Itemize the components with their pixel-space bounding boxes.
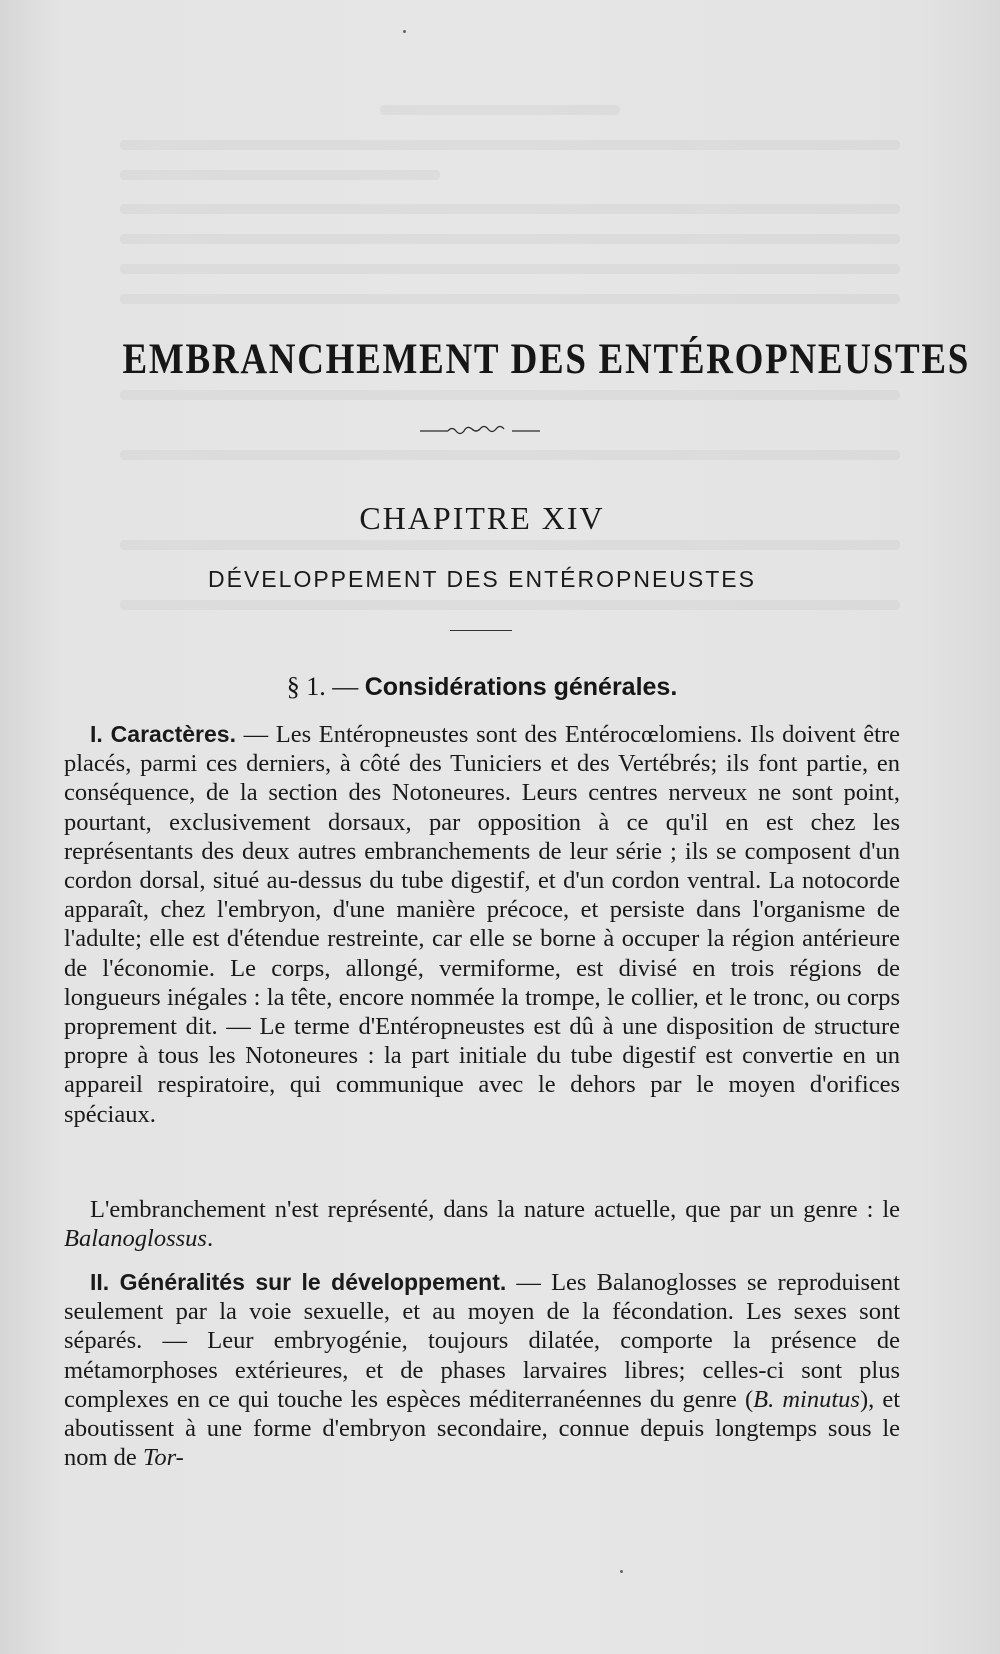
paragraph-heading: I. Caractères.	[90, 721, 236, 747]
section-heading	[64, 672, 900, 702]
speck	[620, 1570, 623, 1573]
bleed-through-line	[120, 140, 900, 150]
species-name: B. minutus	[753, 1385, 860, 1413]
paragraph-heading: II. Généralités sur le développement.	[90, 1269, 507, 1295]
paragraph-text-continued: ), et aboutissent à une forme d'embryon secondaire, connue depuis longtemps sous le nom de	[64, 1385, 901, 1472]
bleed-through-line	[120, 294, 900, 304]
section-marker: § 1.	[286, 672, 326, 701]
bleed-through-line	[120, 390, 900, 400]
paragraph-text: — Les Entéropneustes sont des Entérocœlomiens. Ils doivent être placés, parmi ces derniers, à côté des Tuniciers et des Vertébrés; ils font partie, en conséquence, de la section des Notoneures. Leurs centres nerveux ne sont point, pourtant, exclusivement dorsaux, par opposition à ce qu'il en est chez les représentants des deux autres embranchements de leur série ; ils se composent d'un cordon dorsal, situé au-dessus du tube digestif, et d'un cordon ventral. La notocorde apparaît, chez l'embryon, d'une manière précoce, et persiste dans l'organisme de l'adulte; elle est d'étendue restreinte, car elle se borne à occuper la région antérieure de l'économie. Le corps, allongé, vermiforme, est divisé en trois régions de longueurs inégales : la tête, encore nommée la trompe, le collier, et le tronc, ou corps proprement dit. — Le terme d'Entéropneustes est dû à une disposition de structure propre à tous les Notoneures : la part initiale du tube digestif est convertie en un appareil respiratoire, qui communique avec le dehors par le moyen d'orifices spéciaux.	[64, 721, 901, 1128]
embranchement-title: EMBRANCHEMENT DES ENTÉROPNEUSTES	[122, 336, 971, 383]
paragraph-text: L'embranchement n'est représenté, dans la nature actuelle, que par un genre : le	[90, 1196, 900, 1223]
bleed-through-line	[120, 170, 440, 180]
paragraph-end: .	[206, 1225, 214, 1253]
bleed-through-line	[120, 234, 900, 244]
chapter-title: CHAPITRE XIV	[359, 500, 605, 536]
speck	[403, 30, 406, 33]
bleed-through-line	[120, 204, 900, 214]
bleed-through-line	[120, 600, 900, 610]
section-title: Considérations générales.	[364, 673, 678, 701]
section-dash: —	[332, 672, 359, 701]
paragraph-caracteres	[64, 720, 900, 1129]
ornament-divider	[420, 422, 540, 436]
paragraph-embranchement	[64, 1195, 900, 1253]
bleed-through-line	[380, 105, 620, 115]
divider-rule	[450, 630, 512, 631]
paragraph-text: — Les Balanoglosses se reproduisent seulement par la voie sexuelle, et au moyen de la fécondation. Les sexes sont séparés. — Leur embryogénie, toujours dilatée, comporte la présence de métamorphoses extérieures, et de phases larvaires libres; celles-ci sont plus complexes en ce qui touche les espèces méditerranéennes du genre (	[64, 1269, 900, 1413]
bleed-through-line	[120, 264, 900, 274]
paragraph-developpement	[64, 1268, 900, 1472]
chapter-subtitle: DÉVELOPPEMENT DES ENTÉROPNEUSTES	[208, 566, 756, 592]
genus-name: Balanoglossus	[64, 1225, 207, 1253]
bleed-through-line	[120, 450, 900, 460]
hyphenated-word: Tor-	[142, 1444, 184, 1472]
bleed-through-line	[120, 540, 900, 550]
